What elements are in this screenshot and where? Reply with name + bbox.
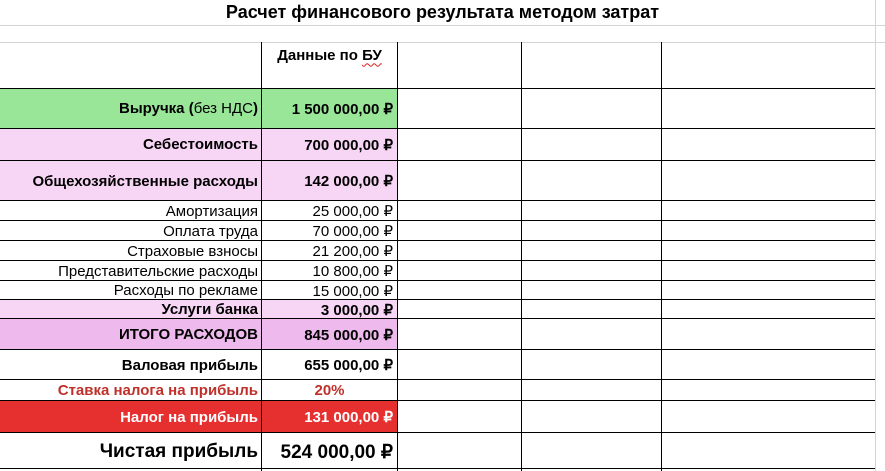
value-net-profit[interactable]: 524 000,00 ₽ — [280, 441, 393, 463]
value-wages[interactable]: 70 000,00 ₽ — [312, 223, 393, 240]
value-total[interactable]: 845 000,00 ₽ — [304, 326, 393, 344]
label-cost[interactable]: Себестоимость — [142, 136, 258, 153]
value-overhead[interactable]: 142 000,00 ₽ — [304, 173, 393, 190]
label-tax-rate[interactable]: Ставка налога на прибыль — [57, 382, 258, 399]
border-h — [0, 220, 875, 221]
value-tax[interactable]: 131 000,00 ₽ — [304, 409, 393, 426]
border-h — [0, 468, 875, 469]
label-revenue-extra: без НДС — [193, 100, 253, 117]
value-bank[interactable]: 3 000,00 ₽ — [320, 301, 393, 319]
label-depreciation[interactable]: Амортизация — [165, 202, 258, 220]
value-tax-rate[interactable]: 20% — [314, 382, 345, 399]
value-representation[interactable]: 10 800,00 ₽ — [312, 263, 393, 280]
value-revenue[interactable]: 1 500 000,00 ₽ — [291, 100, 393, 118]
border-h — [0, 432, 875, 433]
border-v — [397, 42, 398, 471]
header-label: Данные по — [277, 46, 358, 64]
label-revenue-text: Выручка ( — [119, 100, 194, 117]
gridline — [0, 25, 885, 26]
border-v — [261, 42, 262, 471]
value-insurance[interactable]: 21 200,00 ₽ — [312, 243, 393, 260]
value-depreciation[interactable]: 25 000,00 ₽ — [312, 203, 393, 220]
label-tax[interactable]: Налог на прибыль — [120, 408, 258, 426]
label-insurance[interactable]: Страховые взносы — [127, 242, 258, 260]
label-gross-profit[interactable]: Валовая прибыль — [121, 356, 258, 374]
border-h — [0, 88, 875, 89]
border-h — [0, 400, 875, 401]
gridline — [875, 0, 876, 471]
label-total[interactable]: ИТОГО РАСХОДОВ — [118, 326, 258, 343]
border-h — [0, 280, 875, 281]
border-h — [0, 318, 875, 319]
border-v — [521, 42, 522, 471]
header-label-marked: БУ — [362, 46, 382, 64]
border-h — [0, 240, 875, 241]
label-advertising[interactable]: Расходы по рекламе — [113, 282, 258, 299]
border-h — [0, 160, 875, 161]
border-v — [661, 42, 662, 471]
label-representation[interactable]: Представительские расходы — [58, 262, 258, 280]
border-h — [0, 349, 875, 350]
header-data-bu[interactable] — [262, 42, 397, 68]
border-h — [0, 299, 875, 300]
border-h — [0, 379, 875, 380]
border-h — [0, 128, 875, 129]
label-overhead[interactable]: Общехозяйственные расходы — [32, 172, 258, 190]
border-h — [0, 260, 875, 261]
value-cost[interactable]: 700 000,00 ₽ — [304, 136, 393, 154]
gridline — [0, 42, 885, 43]
value-advertising[interactable]: 15 000,00 ₽ — [312, 282, 393, 300]
border-h — [0, 200, 875, 201]
label-bank[interactable]: Услуги банка — [161, 301, 258, 318]
label-revenue-close: ) — [253, 100, 258, 117]
label-net-profit[interactable]: Чистая прибыль — [99, 441, 258, 462]
value-gross-profit[interactable]: 655 000,00 ₽ — [304, 357, 393, 374]
label-wages[interactable]: Оплата труда — [163, 222, 258, 240]
sheet-title: Расчет финансового результата методом затрат — [225, 2, 660, 22]
label-revenue[interactable] — [0, 89, 262, 128]
